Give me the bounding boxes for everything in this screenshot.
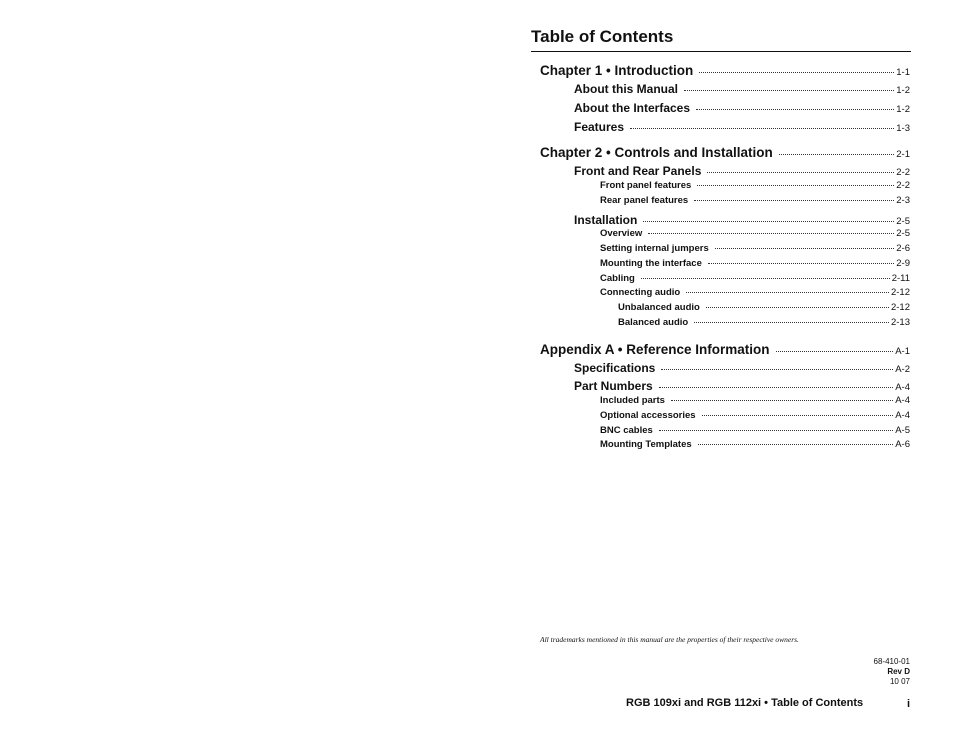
toc-entry-label: About the Interfaces (574, 101, 691, 115)
trademark-note: All trademarks mentioned in this manual are the properties of their respective owners. (540, 635, 799, 644)
toc-entry (600, 258, 910, 269)
toc-entry (600, 395, 910, 406)
toc-entry-page: A-4 (895, 395, 910, 406)
toc-entry-label: Installation (574, 213, 638, 227)
toc-entry-label: Optional accessories (600, 410, 696, 421)
toc-entry-label: Appendix A • Reference Information (540, 342, 770, 357)
toc-entry (600, 273, 910, 284)
page-title: Table of Contents (531, 27, 674, 46)
toc-entry-page: 2-13 (890, 317, 910, 328)
dot-leader (696, 108, 894, 110)
toc-entry-label: Specifications (574, 361, 656, 375)
toc-entry (618, 317, 910, 328)
dot-leader (715, 247, 895, 249)
toc-entry-page: A-4 (895, 410, 910, 421)
toc-entry (574, 164, 910, 178)
toc-entry-page: 2-2 (896, 180, 910, 191)
toc-entry-page: A-5 (895, 425, 910, 436)
toc-entry (574, 82, 910, 96)
dot-leader (648, 232, 894, 234)
toc-entry-page: A-2 (895, 364, 910, 375)
toc-entry-page: 1-1 (896, 67, 910, 78)
toc-entry (574, 213, 910, 227)
toc-entry (600, 180, 910, 191)
toc-entry-page: 2-5 (896, 228, 910, 239)
toc-entry-page: 1-2 (896, 85, 910, 96)
dot-leader (643, 220, 894, 222)
toc-entry-label: Mounting the interface (600, 258, 702, 269)
toc-entry-page: 1-2 (896, 104, 910, 115)
dot-leader (659, 386, 894, 388)
dot-leader (641, 277, 890, 279)
dot-leader (699, 71, 894, 73)
toc-entry-label: Connecting audio (600, 287, 681, 298)
toc-entry-page: A-4 (895, 382, 910, 393)
toc-entry (600, 228, 910, 239)
footer-title: RGB 109xi and RGB 112xi • Table of Contents (626, 697, 864, 709)
toc-entry-page: 2-5 (896, 216, 910, 227)
toc-entry-label: Front panel features (600, 180, 692, 191)
toc-entry-label: Features (574, 120, 625, 134)
title-rule (531, 51, 911, 52)
toc-page (531, 0, 911, 738)
dot-leader (694, 321, 889, 323)
dot-leader (706, 306, 889, 308)
toc-entry-page: A-1 (895, 346, 910, 357)
toc-entry (600, 410, 910, 421)
toc-entry (574, 379, 910, 393)
toc-entry-label: Balanced audio (618, 317, 689, 328)
dot-leader (698, 443, 894, 445)
toc-entry-label: Included parts (600, 395, 665, 406)
toc-entry-page: 2-12 (890, 287, 910, 298)
dot-leader (708, 262, 894, 264)
dot-leader (630, 127, 894, 129)
doc-number: 68-410-01 (873, 657, 910, 666)
toc-entry-page: 2-3 (896, 195, 910, 206)
toc-entry-page: 2-12 (890, 302, 910, 313)
toc-entry-label: Rear panel features (600, 195, 689, 206)
toc-entry-page: 2-1 (896, 149, 910, 160)
dot-leader (702, 414, 894, 416)
dot-leader (659, 429, 893, 431)
toc-entry (600, 195, 910, 206)
dot-leader (697, 184, 894, 186)
toc-entry-page: 2-2 (896, 167, 910, 178)
toc-entry-label: Chapter 1 • Introduction (540, 63, 694, 78)
toc-entry (600, 287, 910, 298)
toc-entry (600, 243, 910, 254)
toc-entry-page: 2-6 (896, 243, 910, 254)
toc-entry-label: Part Numbers (574, 379, 653, 393)
toc-entry-label: Cabling (600, 273, 635, 284)
toc-entry-page: 2-11 (891, 273, 910, 284)
footer-page-number: i (907, 698, 911, 710)
date-code: 10 07 (889, 677, 910, 686)
toc-entry-label: Front and Rear Panels (574, 164, 702, 178)
dot-leader (684, 89, 894, 91)
dot-leader (671, 399, 893, 401)
dot-leader (694, 199, 894, 201)
dot-leader (661, 368, 893, 370)
toc-entry (574, 361, 910, 375)
toc-entry (600, 439, 910, 450)
toc-entry-page: A-6 (895, 439, 910, 450)
dot-leader (707, 171, 894, 173)
toc-entry-label: BNC cables (600, 425, 653, 436)
toc-entry (540, 145, 910, 160)
toc-entry-label: Chapter 2 • Controls and Installation (540, 145, 773, 160)
dot-leader (776, 350, 894, 352)
toc-entry (540, 342, 910, 357)
toc-entry-label: About this Manual (574, 82, 678, 96)
dot-leader (686, 291, 889, 293)
toc-entry-page: 2-9 (896, 258, 910, 269)
toc-entry-label: Overview (600, 228, 643, 239)
toc-entry-label: Setting internal jumpers (600, 243, 709, 254)
toc-entry-label: Unbalanced audio (618, 302, 700, 313)
toc-entry (574, 101, 910, 115)
toc-entry (618, 302, 910, 313)
revision: Rev D (887, 667, 910, 676)
toc-entry (600, 425, 910, 436)
toc-entry (540, 63, 910, 78)
toc-entry (574, 120, 910, 134)
dot-leader (779, 153, 895, 155)
toc-entry-label: Mounting Templates (600, 439, 692, 450)
toc-entry-page: 1-3 (896, 123, 910, 134)
